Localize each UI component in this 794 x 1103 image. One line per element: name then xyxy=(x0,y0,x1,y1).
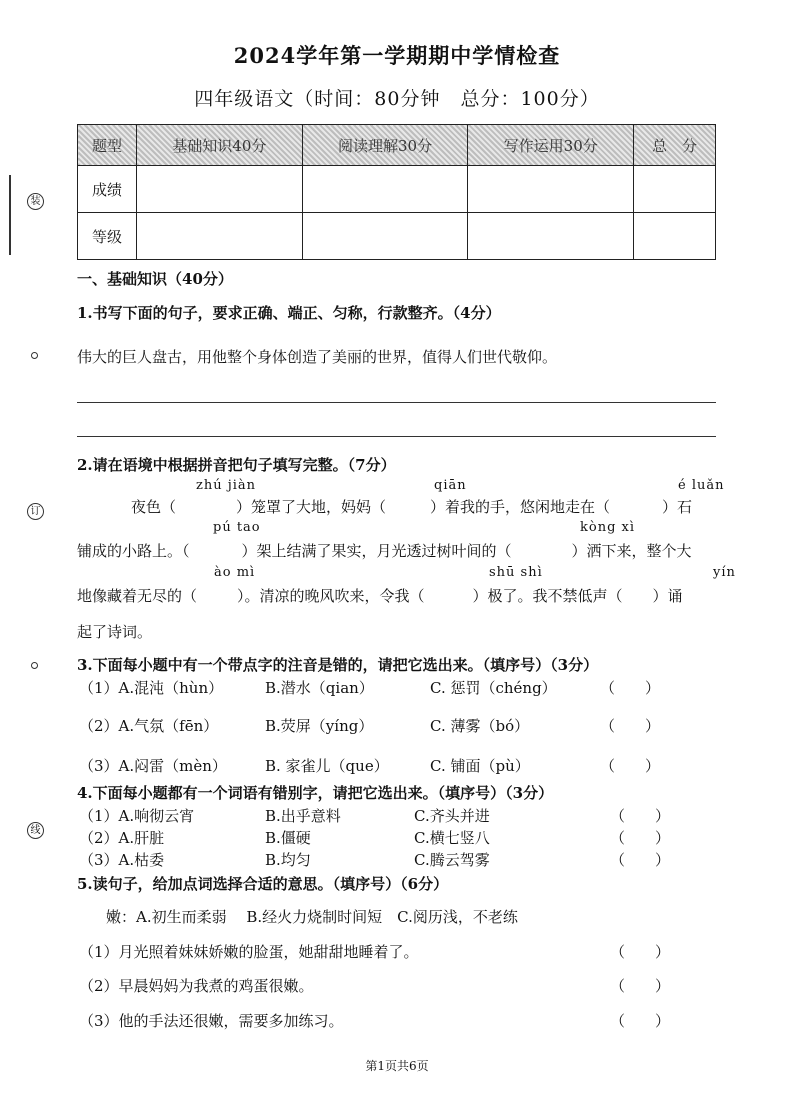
binding-dot xyxy=(31,352,38,359)
option-a: （3）A.枯委 xyxy=(79,851,165,869)
score-table-header xyxy=(78,125,716,166)
pinyin-label: pú tao xyxy=(213,520,261,535)
binding-mark-ding: 订 xyxy=(27,503,44,520)
question-1-sentence: 伟大的巨人盘古，用他整个身体创造了美丽的世界，值得人们世代敬仰。 xyxy=(77,348,558,366)
sentence-item: （1）月光照着妹妹娇嫩的脸蛋，她甜甜地睡着了。 xyxy=(79,943,419,961)
header-cell: 总 分 xyxy=(634,125,716,166)
answer-blank[interactable]: （ ） xyxy=(610,943,671,961)
option-a: （2）A.气氛（fēn） xyxy=(79,717,219,735)
pinyin-label: é luǎn xyxy=(678,478,725,493)
row-label: 等级 xyxy=(78,213,137,260)
binding-line xyxy=(9,175,11,255)
pinyin-label: ào mì xyxy=(214,565,256,580)
score-cell[interactable] xyxy=(634,166,716,213)
text-segment: 铺成的小路上。（ xyxy=(77,542,190,560)
question-2-line-2 xyxy=(77,540,692,561)
table-row xyxy=(78,213,716,260)
option-c: C. 惩罚（chéng） xyxy=(430,679,557,697)
option-a: （3）A.闷雷（mèn） xyxy=(79,757,227,775)
text-segment: ）着我的手，悠闲地走在（ xyxy=(430,498,611,516)
binding-dot xyxy=(31,662,38,669)
question-2-line-1 xyxy=(131,496,692,517)
option-c: C. 薄雾（bó） xyxy=(430,717,530,735)
answer-blank[interactable]: （ ） xyxy=(610,1012,671,1030)
header-cell: 写作运用30分 xyxy=(468,125,634,166)
answer-blank[interactable]: （ ） xyxy=(610,977,671,995)
answer-blank[interactable]: （ ） xyxy=(600,679,661,697)
header-cell: 阅读理解30分 xyxy=(302,125,468,166)
score-table xyxy=(77,124,716,260)
option-b: B.潜水（qian） xyxy=(265,679,374,697)
writing-line[interactable] xyxy=(77,436,716,437)
question-4-prompt: 4.下面每小题都有一个词语有错别字，请把它选出来。（填序号）（3分） xyxy=(77,784,554,802)
score-cell[interactable] xyxy=(137,213,303,260)
answer-blank[interactable]: （ ） xyxy=(610,807,671,825)
text-segment: 夜色（ xyxy=(131,498,177,516)
binding-mark-xian: 线 xyxy=(27,822,44,839)
score-cell[interactable] xyxy=(137,166,303,213)
writing-line[interactable] xyxy=(77,402,716,403)
question-2-line-4: 起了诗词。 xyxy=(77,623,153,641)
option-c: C.腾云驾雾 xyxy=(414,851,490,869)
answer-blank[interactable]: （ ） xyxy=(600,757,661,775)
option-b: B.僵硬 xyxy=(265,829,311,847)
text-segment: ）洒下来，整个大 xyxy=(571,542,692,560)
answer-blank[interactable]: （ ） xyxy=(610,851,671,869)
pinyin-label: shū shì xyxy=(489,565,543,580)
option-c: C. 铺面（pù） xyxy=(430,757,530,775)
question-2-line-3 xyxy=(77,585,683,606)
option-a: （1）A.响彻云宵 xyxy=(79,807,195,825)
score-cell[interactable] xyxy=(468,213,634,260)
page-subtitle: 四年级语文（时间：80分钟 总分：100分） xyxy=(194,88,600,110)
score-cell[interactable] xyxy=(302,213,468,260)
sentence-item: （3）他的手法还很嫩，需要多加练习。 xyxy=(79,1012,344,1030)
text-segment: 地像藏着无尽的（ xyxy=(77,587,198,605)
question-2-prompt: 2.请在语境中根据拼音把句子填写完整。（7分） xyxy=(77,456,396,474)
text-segment: ）笼罩了大地，妈妈（ xyxy=(236,498,387,516)
section-heading: 一、基础知识（40分） xyxy=(77,270,233,288)
page-footer: 第1页共6页 xyxy=(365,1059,429,1073)
option-a: （1）A.混沌（hùn） xyxy=(79,679,224,697)
text-segment: ）极了。我不禁低声（ xyxy=(472,587,623,605)
pinyin-label: yín xyxy=(713,565,736,580)
option-b: B.均匀 xyxy=(265,851,311,869)
answer-blank[interactable]: （ ） xyxy=(610,829,671,847)
option-a: （2）A.肝脏 xyxy=(79,829,165,847)
pinyin-label: zhú jiàn xyxy=(196,478,257,493)
question-1-prompt: 1.书写下面的句子，要求正确、端正、匀称，行款整齐。（4分） xyxy=(77,304,501,322)
option-c: C.横七竖八 xyxy=(414,829,490,847)
option-b: B.荧屏（yíng） xyxy=(265,717,374,735)
page-title: 2024学年第一学期期中学情检查 xyxy=(233,43,561,68)
score-cell[interactable] xyxy=(468,166,634,213)
text-segment: ）石 xyxy=(662,498,693,516)
binding-mark-zhuang: 装 xyxy=(27,193,44,210)
text-segment: ）诵 xyxy=(652,587,683,605)
text-segment: ）。清凉的晚风吹来，令我（ xyxy=(237,587,425,605)
pinyin-label: kòng xì xyxy=(580,520,636,535)
option-c: C.齐头并进 xyxy=(414,807,490,825)
answer-blank[interactable]: （ ） xyxy=(600,717,661,735)
row-label: 成绩 xyxy=(78,166,137,213)
score-cell[interactable] xyxy=(302,166,468,213)
text-segment: ）架上结满了果实，月光透过树叶间的（ xyxy=(241,542,512,560)
option-b: B.出乎意料 xyxy=(265,807,341,825)
header-cell: 基础知识40分 xyxy=(137,125,303,166)
score-cell[interactable] xyxy=(634,213,716,260)
definition-options: 嫩：A.初生而柔弱 B.经火力烧制时间短 C.阅历浅，不老练 xyxy=(106,908,518,926)
sentence-item: （2）早晨妈妈为我煮的鸡蛋很嫩。 xyxy=(79,977,314,995)
question-3-prompt: 3.下面每小题中有一个带点字的注音是错的，请把它选出来。（填序号）（3分） xyxy=(77,656,599,674)
table-row xyxy=(78,166,716,213)
pinyin-label: qiān xyxy=(434,478,467,493)
option-b: B. 家雀儿（que） xyxy=(265,757,389,775)
header-cell: 题型 xyxy=(78,125,137,166)
question-5-prompt: 5.读句子，给加点词选择合适的意思。（填序号）（6分） xyxy=(77,875,449,893)
